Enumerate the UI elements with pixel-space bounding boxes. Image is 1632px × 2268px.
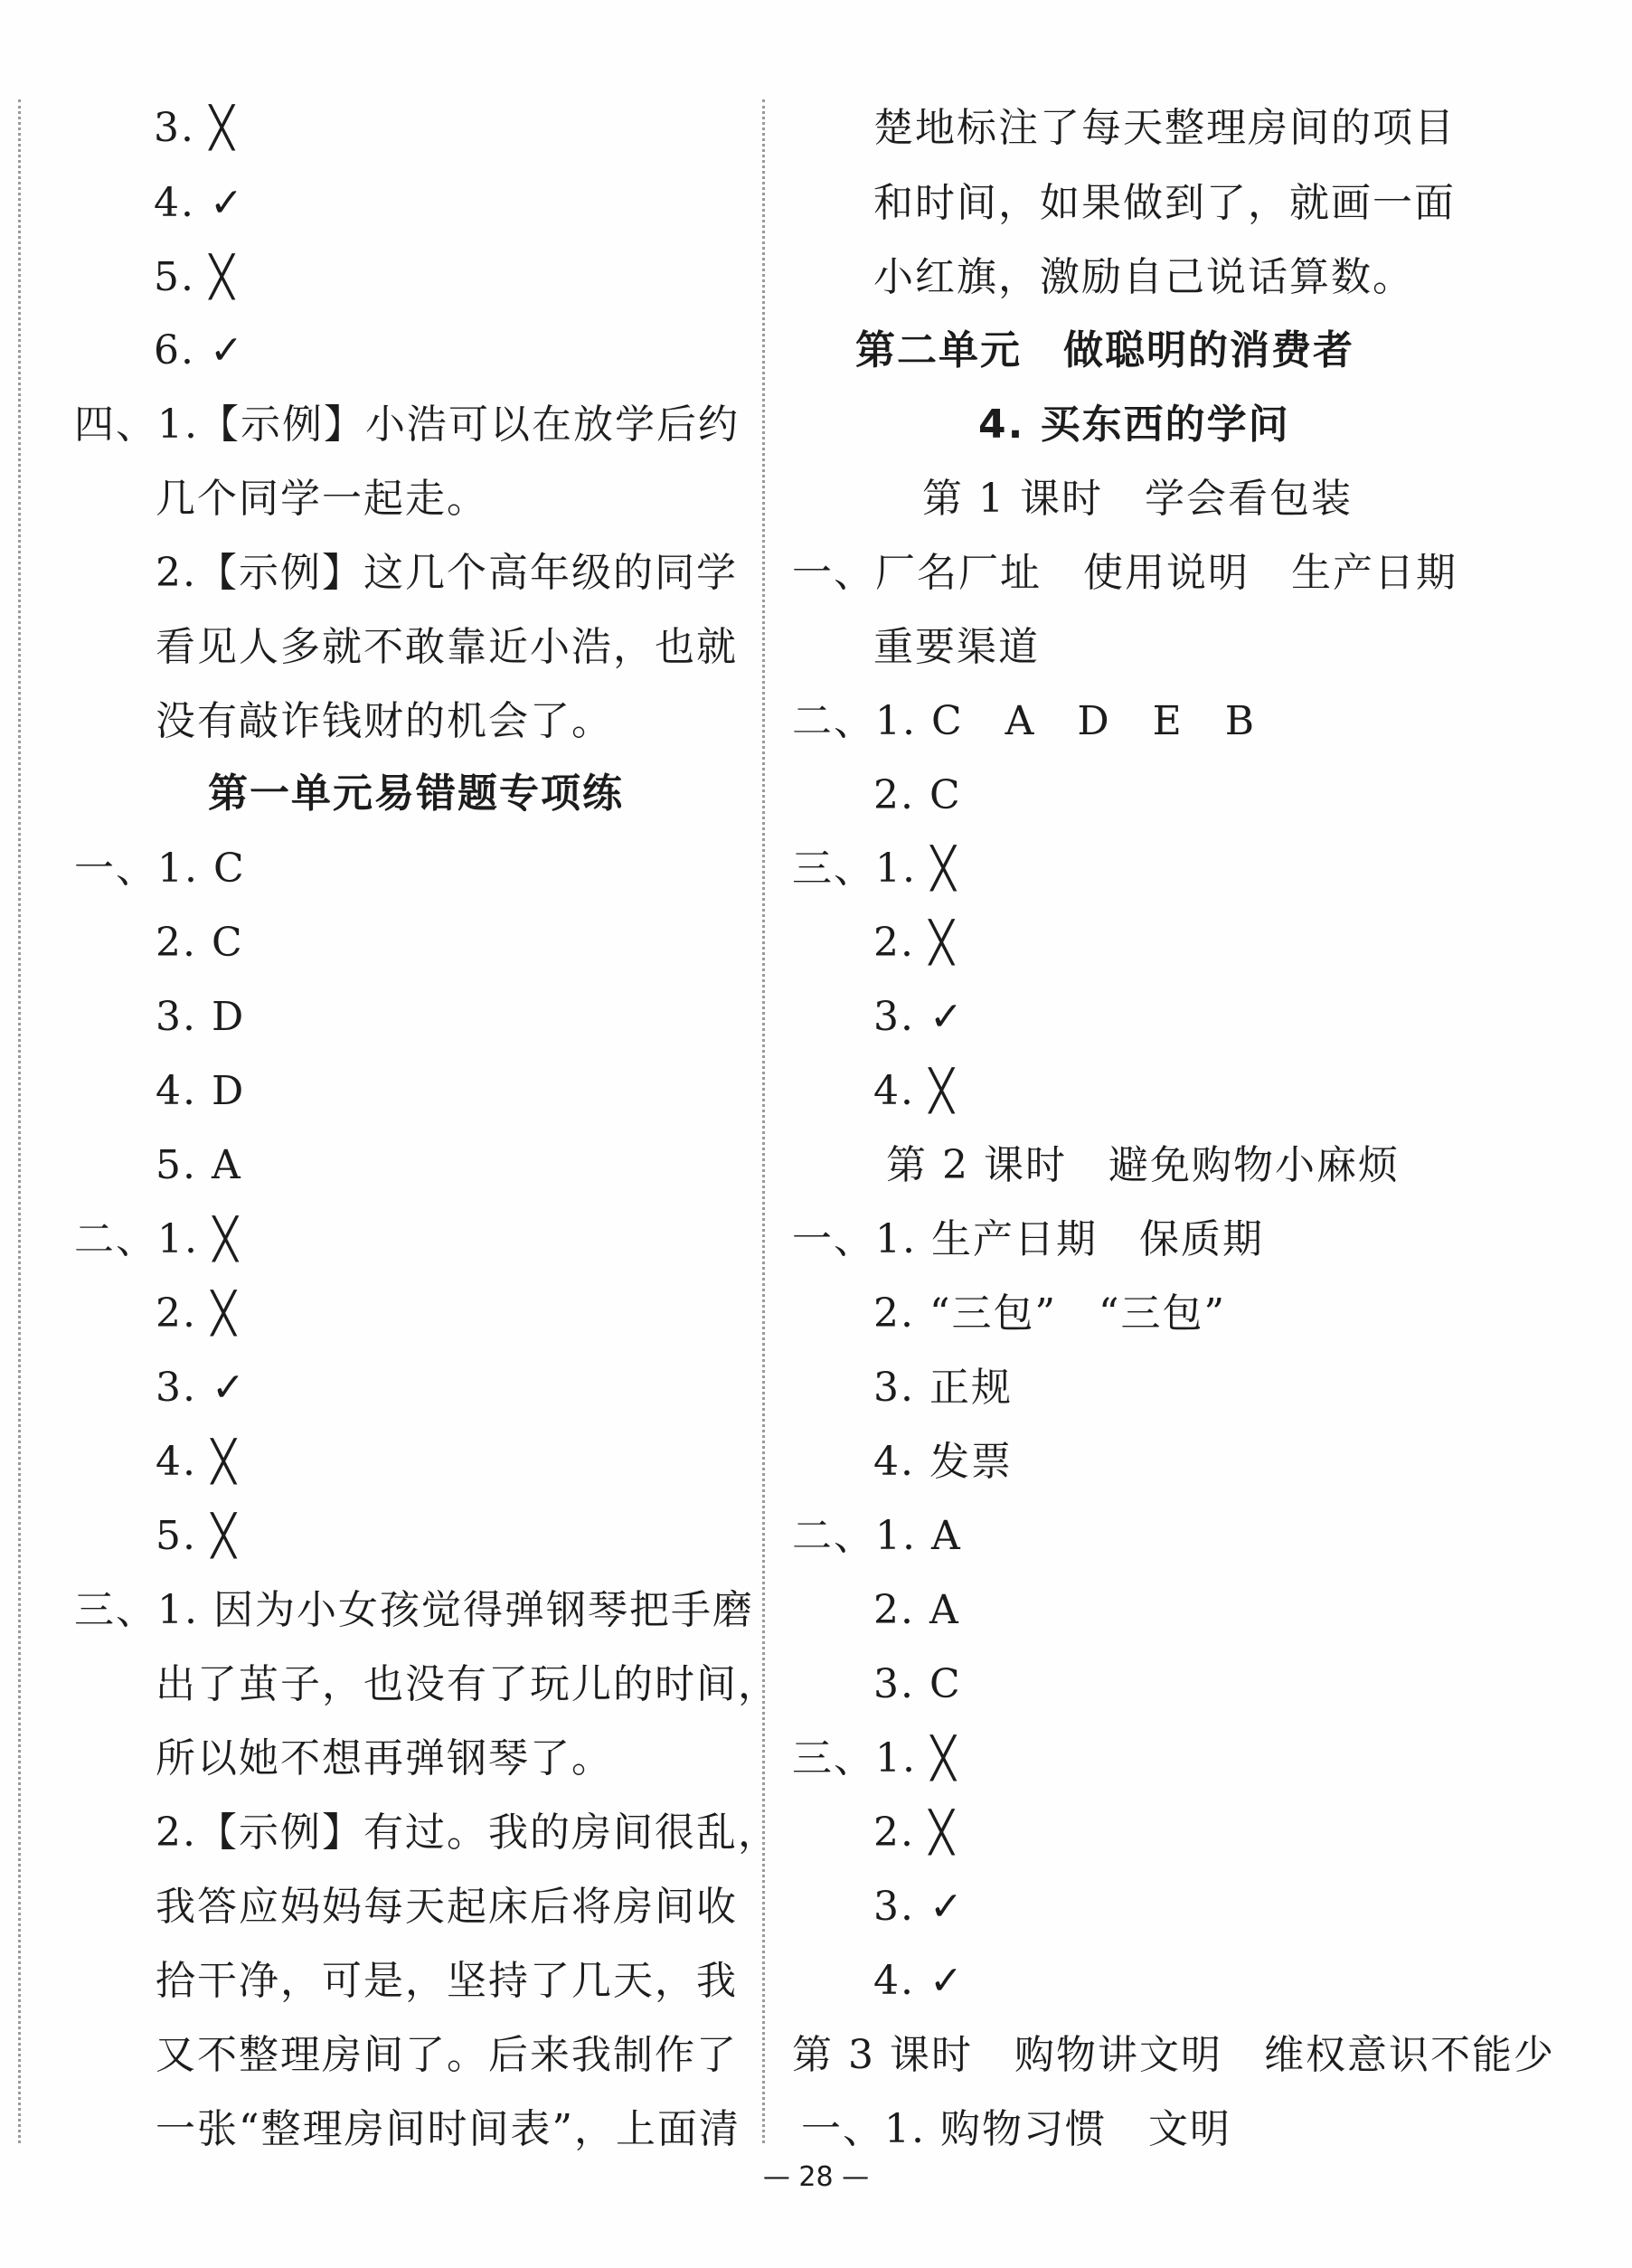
answer-line: 拾干净，可是，坚持了几天，我 (156, 1958, 738, 2004)
unit-heading: 第二单元 做聪明的消费者 (855, 327, 1354, 373)
answer-line: 和时间，如果做到了，就画一面 (873, 180, 1456, 226)
answer-line: 5. A (156, 1142, 242, 1188)
answer-line: 一、厂名厂址 使用说明 生产日期 (792, 550, 1457, 596)
answer-line: 3. ✓ (873, 994, 965, 1040)
answer-line: 3. ✓ (156, 1365, 247, 1411)
answer-line: 2. A (873, 1587, 960, 1633)
answer-line: 3. C (873, 1661, 962, 1707)
answer-line: 没有敲诈钱财的机会了。 (156, 698, 613, 744)
answer-line: 3. D (156, 994, 246, 1040)
answer-line: 2. C (156, 920, 244, 966)
answer-line: 楚地标注了每天整理房间的项目 (873, 105, 1456, 151)
answer-line: 一、1. 生产日期 保质期 (792, 1216, 1264, 1262)
period-title: 第 3 课时 购物讲文明 维权意识不能少 (792, 2032, 1555, 2078)
answer-line: 一、1. 购物习惯 文明 (801, 2106, 1231, 2152)
answer-line: 2.【示例】有过。我的房间很乱， (156, 1810, 779, 1856)
period-title: 第 1 课时 学会看包装 (922, 476, 1353, 522)
answer-line: 4. ✓ (873, 1958, 965, 2004)
answer-line: 2. ╳ (873, 920, 956, 966)
page-number: — 28 — (762, 2161, 870, 2193)
answer-line: 2. ╳ (156, 1290, 238, 1337)
answer-line: 几个同学一起走。 (156, 476, 488, 522)
answer-line: 二、1. ╳ (74, 1216, 240, 1262)
answer-line: 我答应妈妈每天起床后将房间收 (156, 1884, 738, 1930)
lesson-heading: 4. 买东西的学问 (978, 402, 1290, 448)
left-margin-dotted-line (18, 99, 21, 2143)
answer-line: 重要渠道 (873, 624, 1040, 670)
answer-line: 一张“整理房间时间表”，上面清 (156, 2106, 741, 2152)
answer-line: 四、1.【示例】小浩可以在放学后约 (74, 402, 740, 448)
answer-line: 2. ╳ (873, 1810, 956, 1856)
answer-line: 6. ✓ (154, 327, 245, 373)
answer-line: 小红旗，激励自己说话算数。 (873, 254, 1414, 300)
answer-line: 二、1. A (792, 1513, 962, 1559)
answer-line: 3. ✓ (873, 1884, 965, 1930)
answer-line: 三、1. ╳ (792, 1735, 958, 1781)
answer-line: 4. D (156, 1068, 246, 1114)
answer-line: 2. “三包” “三包” (873, 1290, 1226, 1337)
answer-line: 又不整理房间了。后来我制作了 (156, 2032, 738, 2078)
answer-line: 3. ╳ (154, 105, 236, 151)
answer-line: 5. ╳ (156, 1513, 238, 1559)
answer-line: 看见人多就不敢靠近小浩，也就 (156, 624, 738, 670)
answer-line: 4. ✓ (154, 180, 245, 226)
answer-line: 一、1. C (74, 846, 246, 892)
section-heading: 第一单元易错题专项练 (208, 770, 624, 817)
answer-line: 三、1. 因为小女孩觉得弹钢琴把手磨 (74, 1587, 754, 1633)
answer-line: 3. 正规 (873, 1365, 1013, 1411)
answer-line: 出了茧子，也没有了玩儿的时间， (156, 1661, 779, 1707)
answer-line: 所以她不想再弹钢琴了。 (156, 1735, 613, 1781)
answer-line: 4. 发票 (873, 1439, 1013, 1485)
answer-line: 2.【示例】这几个高年级的同学 (156, 550, 738, 596)
answer-line: 二、1. C A D E B (792, 698, 1257, 744)
answer-line: 4. ╳ (873, 1068, 956, 1114)
period-title: 第 2 课时 避免购物小麻烦 (886, 1142, 1400, 1188)
answer-line: 三、1. ╳ (792, 846, 958, 892)
answer-line: 5. ╳ (154, 254, 236, 300)
answer-line: 4. ╳ (156, 1439, 238, 1485)
answer-line: 2. C (873, 772, 962, 818)
